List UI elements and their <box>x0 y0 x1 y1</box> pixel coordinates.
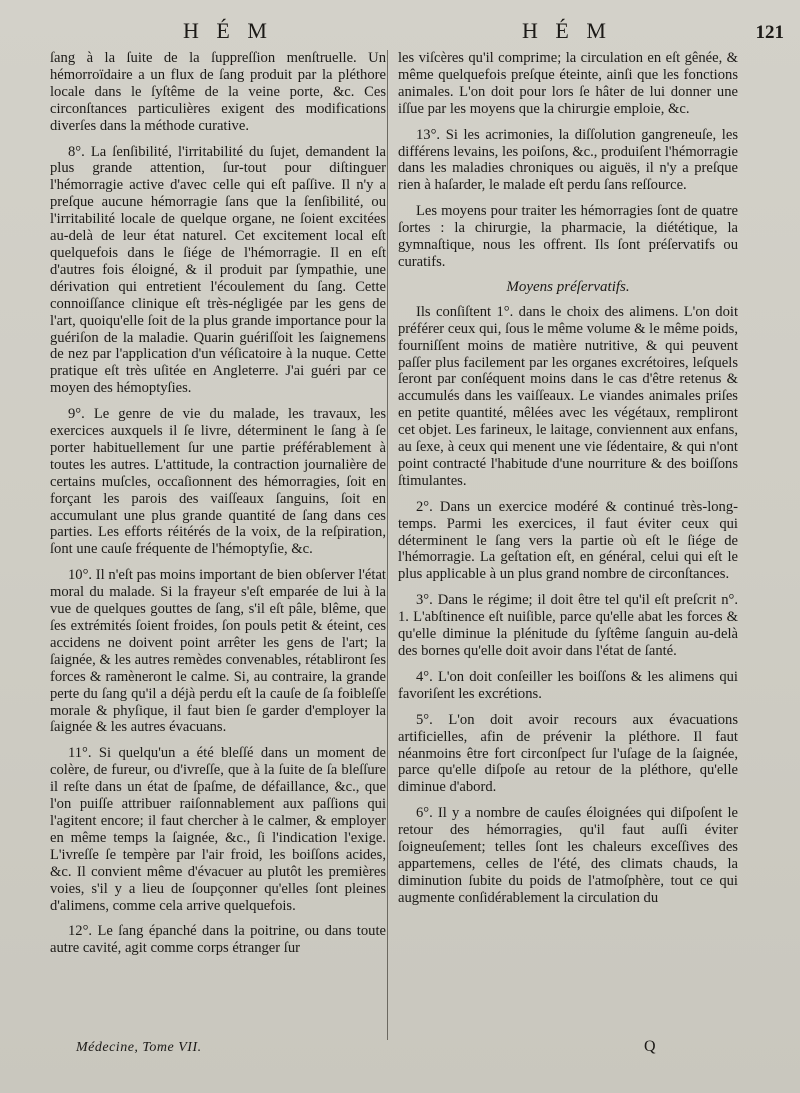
paragraph: ſang à la ſuite de la ſuppreſſion menſtruelle. Un hémorroïdaire a un flux de ſang produit par la pléthore locale dans le ſyſtême de la veine porte, &c. Ces circonſtances particulières exigent des modifications diverſes dans la méthode curative. <box>50 50 386 134</box>
paragraph: Ils conſiſtent 1°. dans le choix des alimens. L'on doit préférer ceux qui, ſous le même volume & le même poids, fourniſſent moins de matière nutritive, & qui peuvent paſſer plus facilement par les organes excrétoires, leſquels ſeront par conſéquent moins dans le cas d'être retenus & accumulés dans les vaiſſeaux. Le viandes animales priſes en petite quantité, mêlées avec les végétaux, rempliront cet objet. Les farineux, le laitage, conviennent aux enfans, au ſexe, à ceux qui menent une vie ſédentaire, & qui n'ont point contracté l'habitude d'une nourriture & des boiſſons ſtimulantes. <box>398 303 738 489</box>
right-column <box>398 50 738 907</box>
paragraph: 9°. Le genre de vie du malade, les travaux, les exercices auxquels il ſe livre, déterminent le ſang à ſe porter habituellement ſur une partie préférablement à toutes les autres. L'attitude, la contraction journalière de certains muſcles, occaſionnent des hémorragies, ſoit en forçant les parois des vaiſſeaux ſanguins, ſoit en accumulant une plus grande quantité de ſang dans ces parties. Les efforts réitérés de la voix, de la reſpiration, ſont une cauſe fréquente de l'hémoptyſie, &c. <box>50 406 386 558</box>
paragraph: 3°. Dans le régime; il doit être tel qu'il eſt preſcrit n°. 1. L'abſtinence eſt nuiſible, parce qu'elle abat les forces & qu'elle diminue la plénitude du ſyſtême ſanguin au-delà des bornes qu'elle doit avoir dans l'état de ſanté. <box>398 592 738 659</box>
paragraph: 10°. Il n'eſt pas moins important de bien obſerver l'état moral du malade. Si la frayeur s'eſt emparée de lui à la vue de quelques gouttes de ſang, s'il eſt pâle, blême, que ſes extrémités ſoient froides, ſon pouls petit & éteint, ces accidens ne doivent point arrêter les gens de l'art; la ſaignée, & les autres remèdes convenables, rétabliront ſes forces & ramèneront le calme. Si, au contraire, la grande perte du ſang qu'il a déjà perdu eſt la cauſe de ſa foibleſſe morale & phyſique, il faut bien ſe garder d'employer la ſaignée & les autres évacuans. <box>50 567 386 736</box>
running-head-left: H É M <box>183 18 273 43</box>
paragraph: 4°. L'on doit conſeiller les boiſſons & les alimens qui favoriſent les excrétions. <box>398 668 738 702</box>
paragraph: 8°. La ſenſibilité, l'irritabilité du ſujet, demandent la plus grande attention, ſur-tout pour diſtinguer l'hémorragie active d'avec celle qui eſt paſſive. Il n'y a preſque aucune hémorragie ſans que la ſenſibilité, ou l'irritabilité locale de quelque organe, ne ſoient excitées au-delà de leur état naturel. Cet excitement local eſt quelquefois dans le ſiége de l'hémorragie. Il en eſt d'autres fois éloigné, & il produit par ſympathie, une dérivation qui entretient l'écoulement du ſang. Cette connoiſſance clinique eſt très-négligée par les gens de l'art, quoiqu'elle ſoit de la plus grande importance pour la guériſon de la maladie. Quarin guériſſoit les ſaignemens de nez par l'application d'un véſicatoire à la nuque. Cette pratique eſt très uſitée en Angleterre. J'ai guéri par ce moyen des hémoptyſies. <box>50 143 386 397</box>
page-number: 121 <box>755 22 784 43</box>
footer-volume: Médecine, Tome VII. <box>76 1040 202 1055</box>
footer-signature: Q <box>644 1038 656 1055</box>
section-heading: Moyens préſervatifs. <box>506 278 630 295</box>
column-divider <box>387 50 388 1040</box>
paragraph: 5°. L'on doit avoir recours aux évacuations artificielles, afin de prévenir la pléthore. Il faut néanmoins être fort circonſpect ſur l'uſage de la ſaignée, parce qu'elle diſpoſe au retour de la pléthore, qu'elle diminue d'abord. <box>398 711 738 796</box>
paragraph: Les moyens pour traiter les hémorragies ſont de quatre ſortes : la chirurgie, la pharmacie, la diététique, la gymnaſtique, nous les offrent. Ils ſont préſervatifs ou curatifs. <box>398 203 738 270</box>
paragraph: 11°. Si quelqu'un a été bleſſé dans un moment de colère, de fureur, ou d'ivreſſe, que à la ſuite de ſa bleſſure il reſte dans un état de ſpaſme, de défaillance, &c., que l'on puiſſe attribuer raiſonnablement aux paſſions qui l'agitent encore; il faut chercher à le calmer, & employer en même temps la ſaignée, &c., ſi l'indication l'exige. L'ivreſſe ſe tempère par l'air froid, les boiſſons acides, &c. Il convient même d'évacuer au plutôt les premières voies, s'il y a lieu de ſoupçonner qu'elles ſont pleines d'alimens, comme cela arrive quelquefois. <box>50 745 386 914</box>
paragraph: les viſcères qu'il comprime; la circulation en eſt gênée, & même quelquefois preſque éteinte, ainſi que les fonctions animales. L'on doit pour lors ſe hâter de lui donner une iſſue par les moyens que la chirurgie emploie, &c. <box>398 50 738 117</box>
paragraph: 13°. Si les acrimonies, la diſſolution gangreneuſe, les différens levains, les poiſons, &c., produiſent l'hémorragie dans les maladies chroniques ou aiguës, il n'y a preſque rien à haſarder, le malade eſt perdu ſans reſſource. <box>398 126 738 194</box>
paragraph: 6°. Il y a nombre de cauſes éloignées qui diſpoſent le retour des hémorragies, qu'il faut auſſi éviter ſoigneuſement; telles ſont les chaleurs exceſſives des appartemens, celles de l'été, des climats chauds, la diminution ſubite du poids de l'atmoſphère, tout ce qui augmente conſidérablement la circulation du <box>398 805 738 906</box>
left-column <box>50 50 386 957</box>
paragraph: 12°. Le ſang épanché dans la poitrine, ou dans toute autre cavité, agit comme corps étranger ſur <box>50 923 386 957</box>
paragraph: 2°. Dans un exercice modéré & continué très-long-temps. Parmi les exercices, il faut éviter ceux qui déterminent le ſang vers la partie où eſt le ſiége de l'hémorragie. La geſtation eſt, en général, celui qui eſt le plus applicable à un plus grand nombre de circonſtances. <box>398 498 738 583</box>
running-head-right: H É M <box>522 18 612 43</box>
